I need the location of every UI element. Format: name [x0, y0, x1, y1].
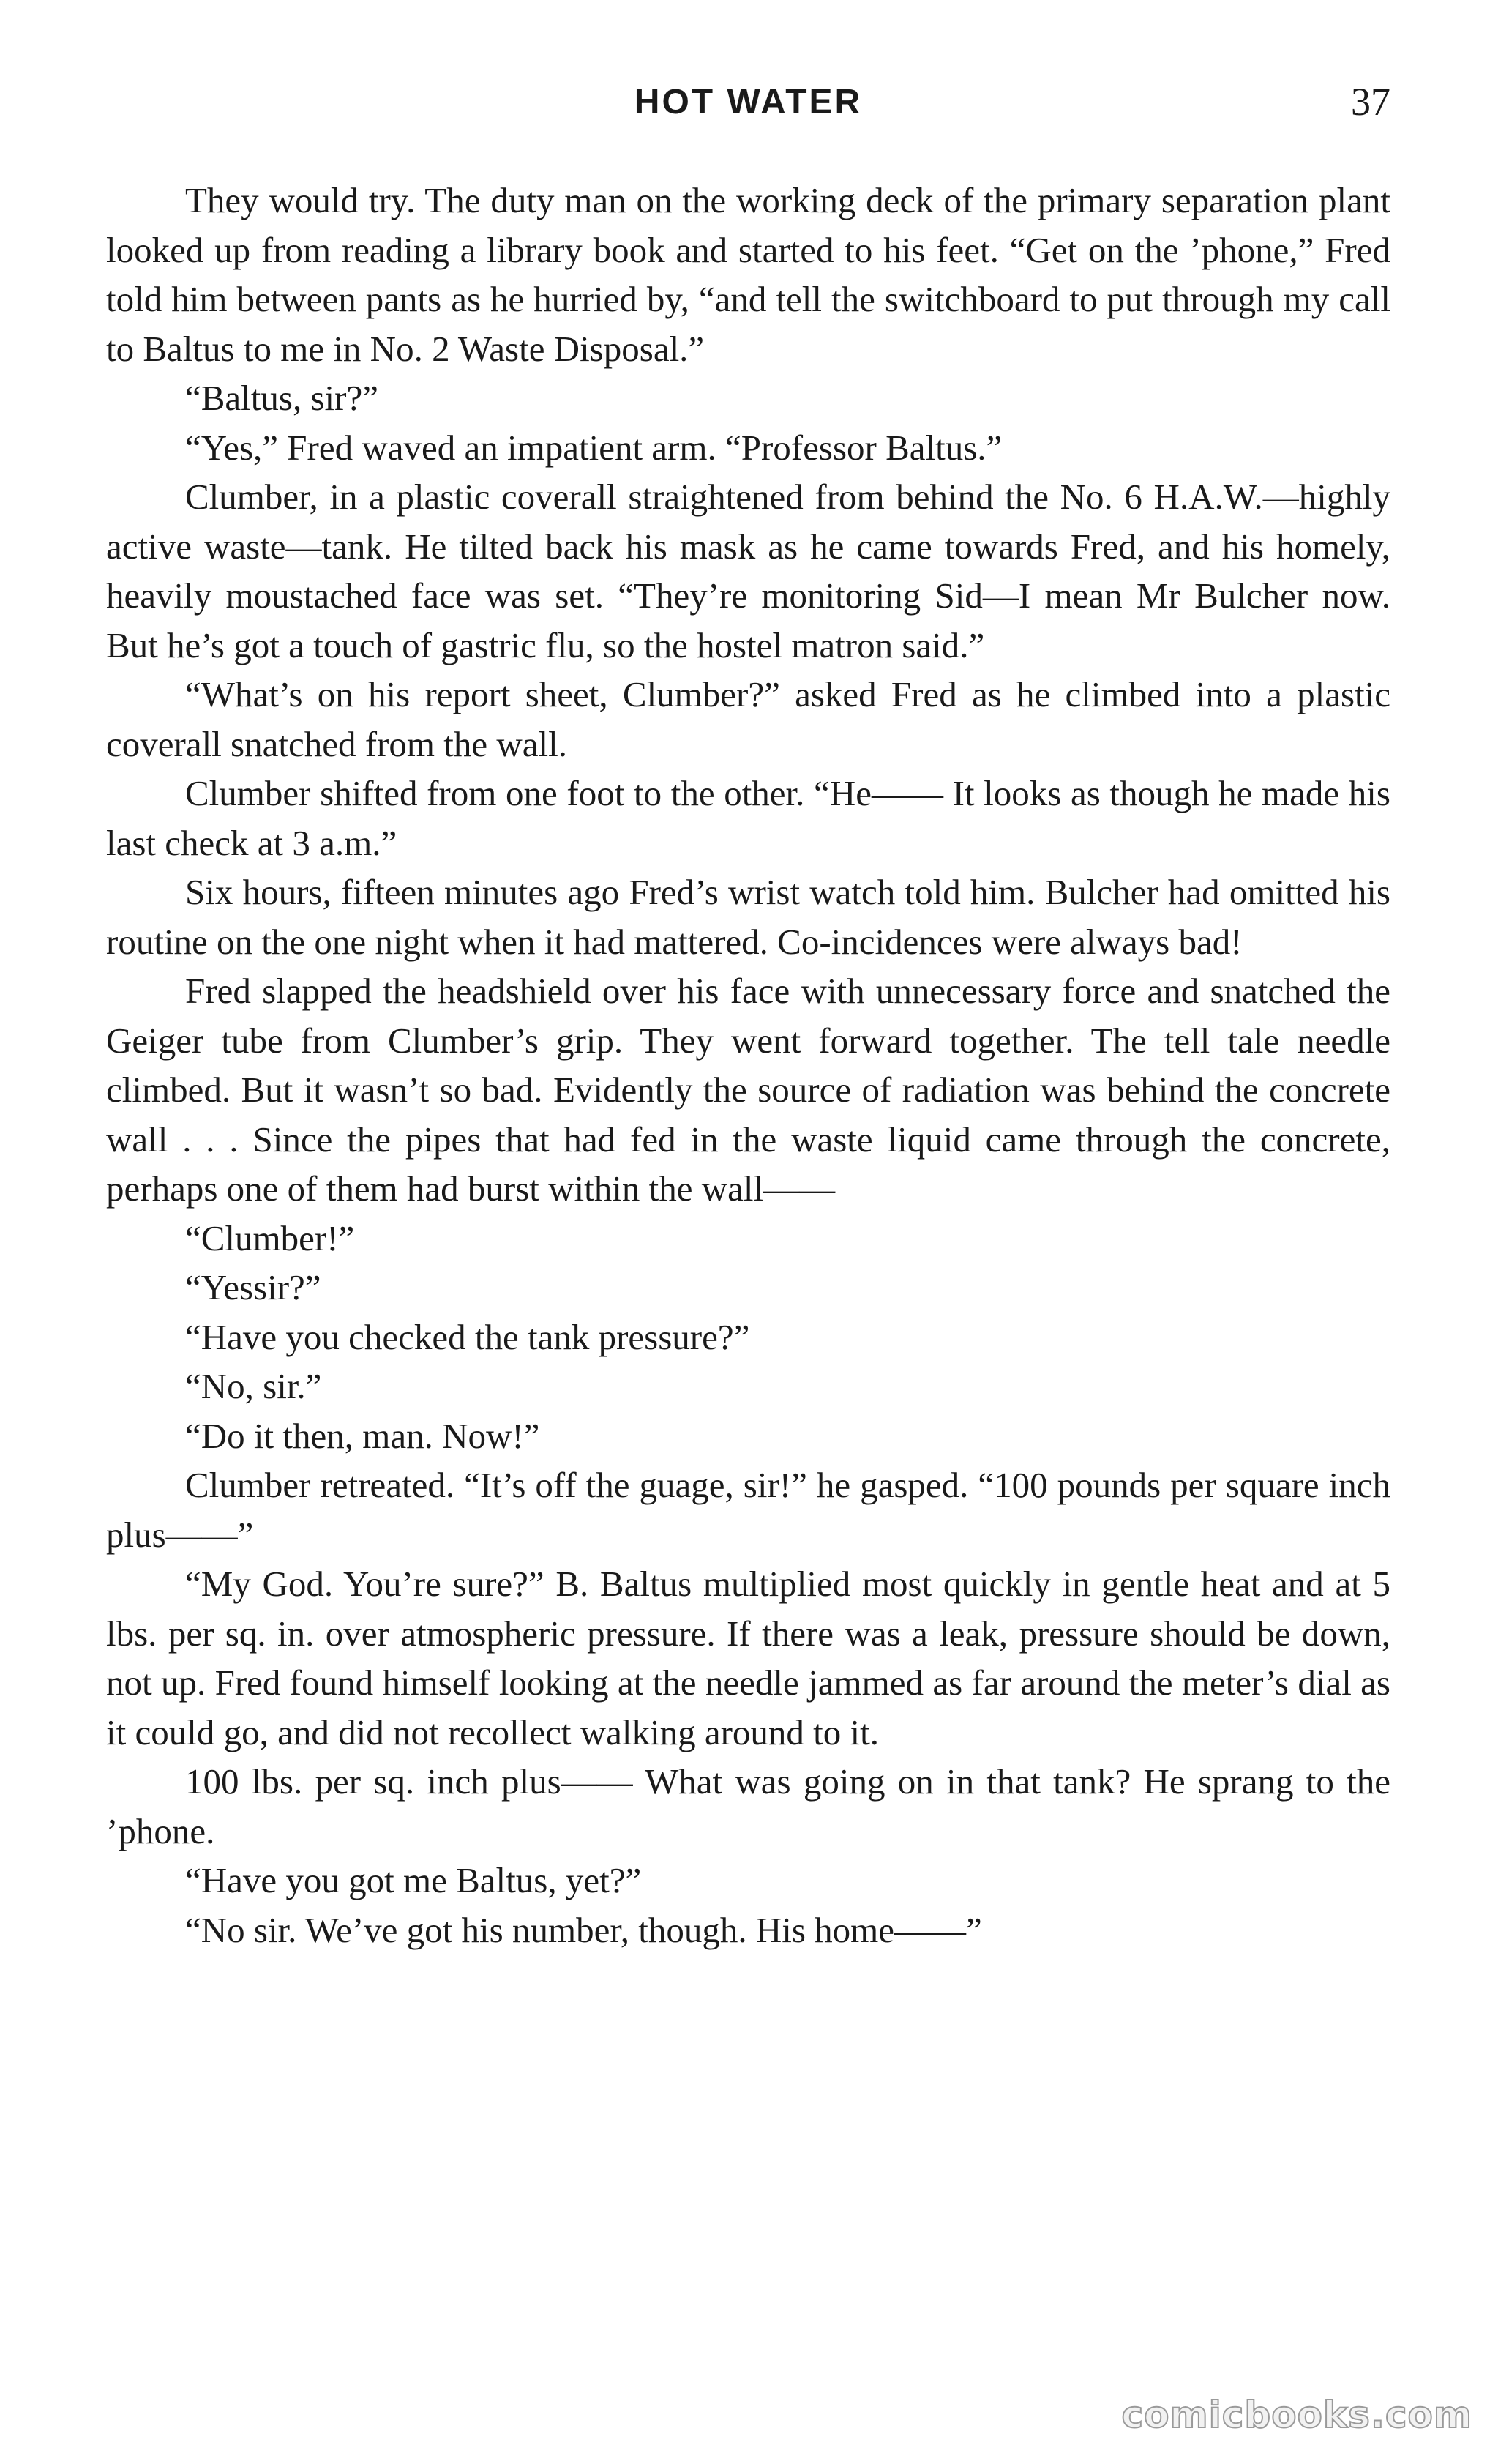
paragraph: “Have you got me Baltus, yet?” [185, 1860, 642, 1900]
paragraph: “Clumber!” [185, 1217, 355, 1258]
paragraph: “Do it then, man. Now!” [185, 1415, 540, 1456]
paragraph: “Yes,” Fred waved an impatient arm. “Professor Baltus.” [185, 427, 1003, 468]
paragraph: Clumber shifted from one foot to the other. “He—— It looks as though he made his last check at 3 a.m.” [106, 773, 1390, 863]
running-title: HOT WATER [634, 83, 863, 122]
paragraph: Clumber, in a plastic coverall straightened from behind the No. 6 H.A.W.—highly active waste—tank. He tilted back his mask as he came towards Fred, and his homely, heavily moustached face was set. “They’re monitoring Sid—I mean Mr Bulcher now. But he’s got a touch of gastric flu, so the hostel matron said.” [106, 477, 1390, 665]
body-text [106, 176, 1390, 1955]
paragraph: “No, sir.” [185, 1366, 322, 1406]
paragraph: They would try. The duty man on the working deck of the primary separation plant looked up from reading a library book and started to his feet. “Get on the ’phone,” Fred told him between pants as he hurried by, “and tell the switchboard to put through my call to Baltus to me in No. 2 Waste Disposal.” [106, 180, 1390, 369]
paragraph: “Have you checked the tank pressure?” [185, 1316, 750, 1357]
paragraph: Six hours, fifteen minutes ago Fred’s wrist watch told him. Bulcher had omitted his routine on the one night when it had mattered. Co-incidences were always bad! [106, 872, 1390, 962]
paragraph: “No sir. We’ve got his number, though. His home——” [185, 1909, 982, 1950]
paragraph: “What’s on his report sheet, Clumber?” asked Fred as he climbed into a plastic coverall snatched from the wall. [106, 674, 1390, 764]
paragraph: “My God. You’re sure?” B. Baltus multiplied most quickly in gentle heat and at 5 lbs. per sq. in. over atmospheric pressure. If there was a leak, pressure should be down, not up. Fred found himself looking at the needle jammed as far around the meter’s dial as it could go, and did not recollect walking around to it. [106, 1564, 1390, 1752]
page-header [106, 79, 1390, 130]
paragraph: “Baltus, sir?” [185, 378, 378, 418]
page-number: 37 [1351, 80, 1390, 124]
paragraph: Fred slapped the headshield over his face with unnecessary force and snatched the Geiger tube from Clumber’s grip. They went forward together. The tell tale needle climbed. But it wasn’t so bad. Evidently the source of radiation was behind the concrete wall . . . Since the pipes that had fed in the waste liquid came through the concrete, perhaps one of them had burst within the wall—— [106, 971, 1390, 1209]
watermark-logo: comicbooks.com [1121, 2394, 1472, 2436]
paragraph: 100 lbs. per sq. inch plus—— What was going on in that tank? He sprang to the ’phone. [106, 1761, 1390, 1851]
paragraph: “Yessir?” [185, 1267, 321, 1307]
paragraph: Clumber retreated. “It’s off the guage, sir!” he gasped. “100 pounds per square inch plus——” [106, 1465, 1390, 1555]
